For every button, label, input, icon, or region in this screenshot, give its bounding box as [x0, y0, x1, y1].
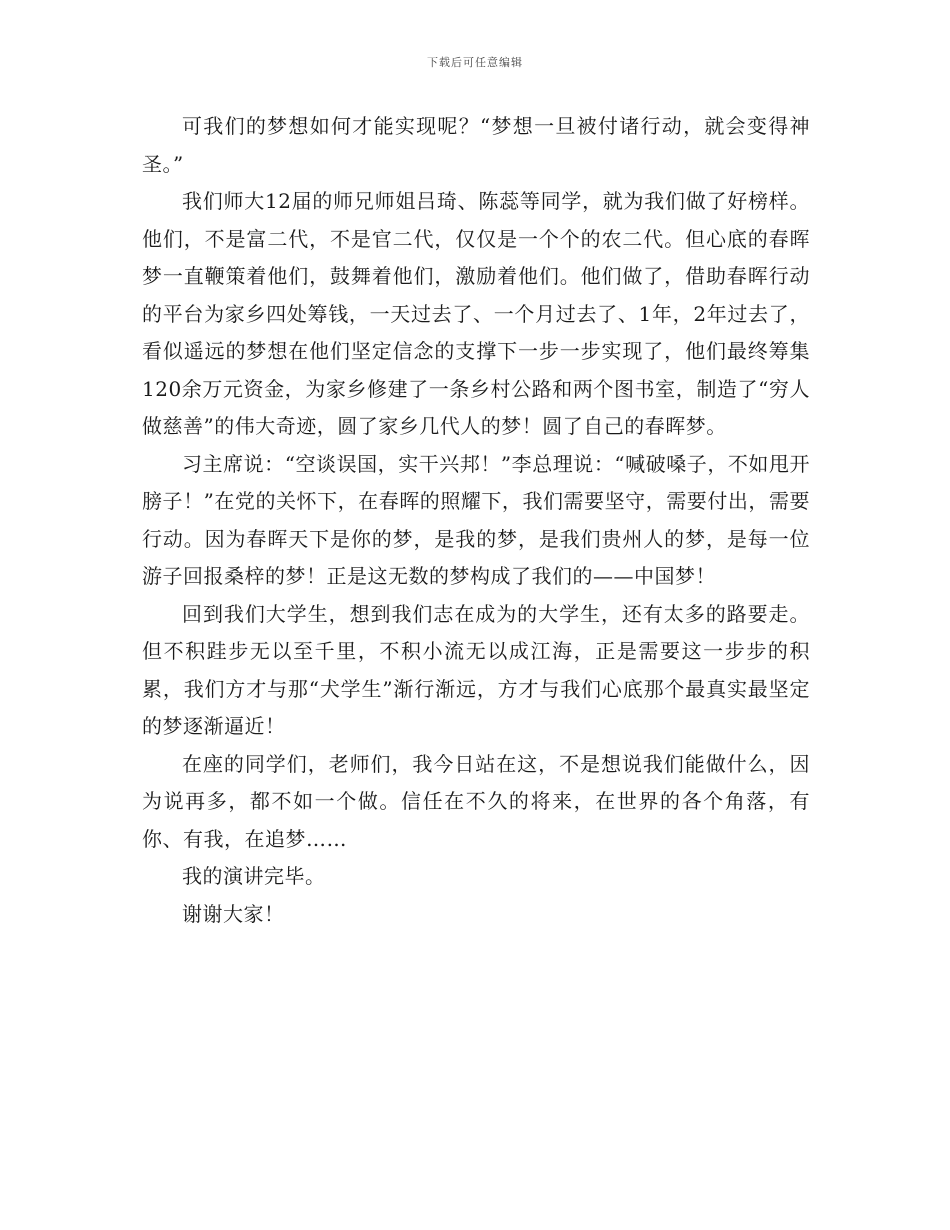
paragraph-dream-question: 可我们的梦想如何才能实现呢？“梦想一旦被付诸行动，就会变得神圣。”	[142, 114, 810, 176]
paragraph-thanks: 谢谢大家！	[182, 901, 285, 926]
paragraph-role-models: 我们师大12届的师兄师姐吕琦、陈蕊等同学，就为我们做了好榜样。他们，不是富二代，不是官二代，仅仅是一个个的农二代。但心底的春晖梦一直鞭策着他们，鼓舞着他们，激励着他们。他们做了，借助春晖行动的平台为家乡四处筹钱，一天过去了、一个月过去了、1年，2年过去了，看似遥远的梦想在他们坚定信念的支撑下一步一步实现了，他们最终筹集120余万元资金，为家乡修建了一条乡村公路和两个图书室，制造了“穷人做慈善”的伟大奇迹，圆了家乡几代人的梦！圆了自己的春晖梦。	[142, 189, 810, 438]
paragraph-quotes: 习主席说：“空谈误国，实干兴邦！”李总理说：“喊破嗓子，不如甩开膀子！”在党的关怀下，在春晖的照耀下，我们需要坚守，需要付出，需要行动。因为春晖天下是你的梦，是我的梦，是我们贵州人的梦，是每一位游子回报桑梓的梦！正是这无数的梦构成了我们的——中国梦！	[142, 451, 810, 588]
page-header: 下载后可任意编辑	[427, 56, 523, 69]
document-body	[142, 108, 810, 933]
paragraph-closing: 我的演讲完毕。	[182, 864, 326, 888]
paragraph-audience: 在座的同学们，老师们，我今日站在这，不是想说我们能做什么，因为说再多，都不如一个做。信任在不久的将来，在世界的各个角落，有你、有我，在追梦……	[142, 751, 810, 851]
paragraph-students: 回到我们大学生，想到我们志在成为的大学生，还有太多的路要走。但不积跬步无以至千里，不积小流无以成江海，正是需要这一步步的积累，我们方才与那“犬学生”渐行渐远，方才与我们心底那个最真实最坚定的梦逐渐逼近！	[142, 601, 810, 738]
